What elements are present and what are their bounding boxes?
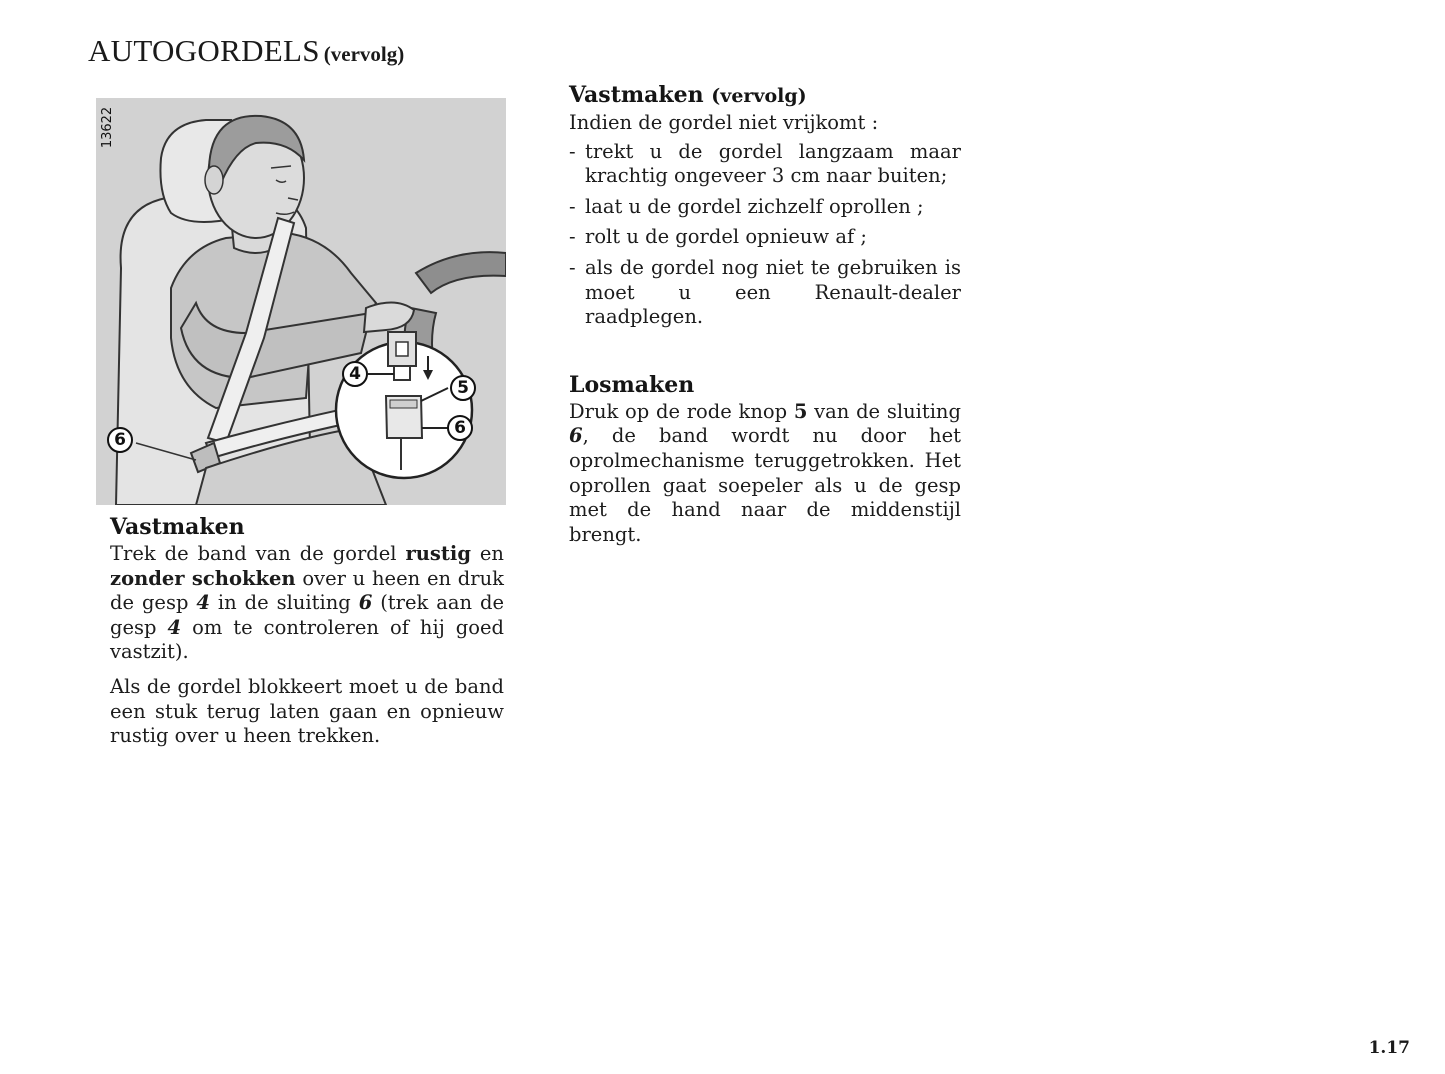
- reference-number: 4: [196, 591, 210, 615]
- text-run: Druk op de rode knop: [569, 399, 794, 423]
- callout-6-inset: 6: [447, 415, 473, 441]
- reference-number: 6: [358, 591, 373, 615]
- heading-subtitle: (vervolg): [711, 85, 807, 107]
- page-number: 1.17: [1368, 1038, 1410, 1058]
- text-run: van de sluiting: [807, 399, 961, 423]
- paragraph-losmaken: [569, 400, 961, 548]
- text-run: (trek aan de gesp: [110, 591, 505, 639]
- seatbelt-illustration: [96, 98, 506, 505]
- list-item: - trekt u de gordel langzaam maar krachtig ongeveer 3 cm naar buiten;: [569, 140, 961, 189]
- callout-5: 5: [450, 375, 476, 401]
- paragraph-intro: Indien de gordel niet vrijkomt :: [569, 111, 879, 134]
- illustration-code-text: 13622: [100, 106, 116, 148]
- section-heading-vastmaken: Vastmaken: [110, 514, 245, 540]
- text-run: over u heen en druk de gesp: [110, 566, 504, 615]
- driver-drawing: [96, 98, 506, 505]
- callout-4: 4: [342, 361, 368, 387]
- steering-wheel: [416, 252, 506, 293]
- page-title-main: AUTOGORDELS: [88, 33, 320, 68]
- callout-6: 6: [107, 427, 133, 453]
- text-run: en: [470, 542, 504, 565]
- instruction-list: [569, 140, 961, 330]
- page-title: [88, 33, 404, 69]
- ear: [205, 166, 223, 194]
- illustration-code: [97, 100, 119, 154]
- release-button: [390, 400, 417, 408]
- paragraph-instructions: [110, 542, 504, 665]
- text-emphasis: rustig: [405, 542, 471, 565]
- reference-number: 5: [793, 399, 808, 423]
- reference-number: 6: [569, 424, 583, 448]
- text-run: Trek de band van de gordel: [110, 542, 406, 565]
- list-item: - rolt u de gordel opnieuw af ;: [569, 225, 961, 250]
- right-column: [569, 80, 961, 547]
- list-item: - laat u de gordel zichzelf oprollen ;: [569, 195, 961, 220]
- text-run: , de band wordt nu door het oprolmechanisme teruggetrokken. Het oprollen gaat soepeler als u de gesp met de hand naar de middenstijl brengt.: [569, 424, 961, 546]
- section-heading-vastmaken-vervolg: [569, 80, 961, 111]
- tongue-tip: [394, 366, 410, 380]
- reference-number: 4: [167, 615, 182, 639]
- left-column: [110, 512, 504, 749]
- list-item: - als de gordel nog niet te gebruiken is moet u een Renault-dealer raadplegen.: [569, 256, 961, 330]
- page-title-subtitle: (vervolg): [323, 42, 405, 66]
- text-emphasis: zonder schokken: [110, 566, 296, 590]
- section-heading-losmaken: Losmaken: [569, 371, 695, 398]
- text-run: om te controleren of hij goed vastzit).: [110, 615, 504, 664]
- tongue-slot: [396, 342, 408, 356]
- paragraph-blocked: Als de gordel blokkeert moet u de band een stuk terug laten gaan en opnieuw rustig over u heen trekken.: [110, 674, 504, 748]
- text-run: in de sluiting: [209, 591, 359, 615]
- heading-text: Vastmaken: [569, 82, 704, 108]
